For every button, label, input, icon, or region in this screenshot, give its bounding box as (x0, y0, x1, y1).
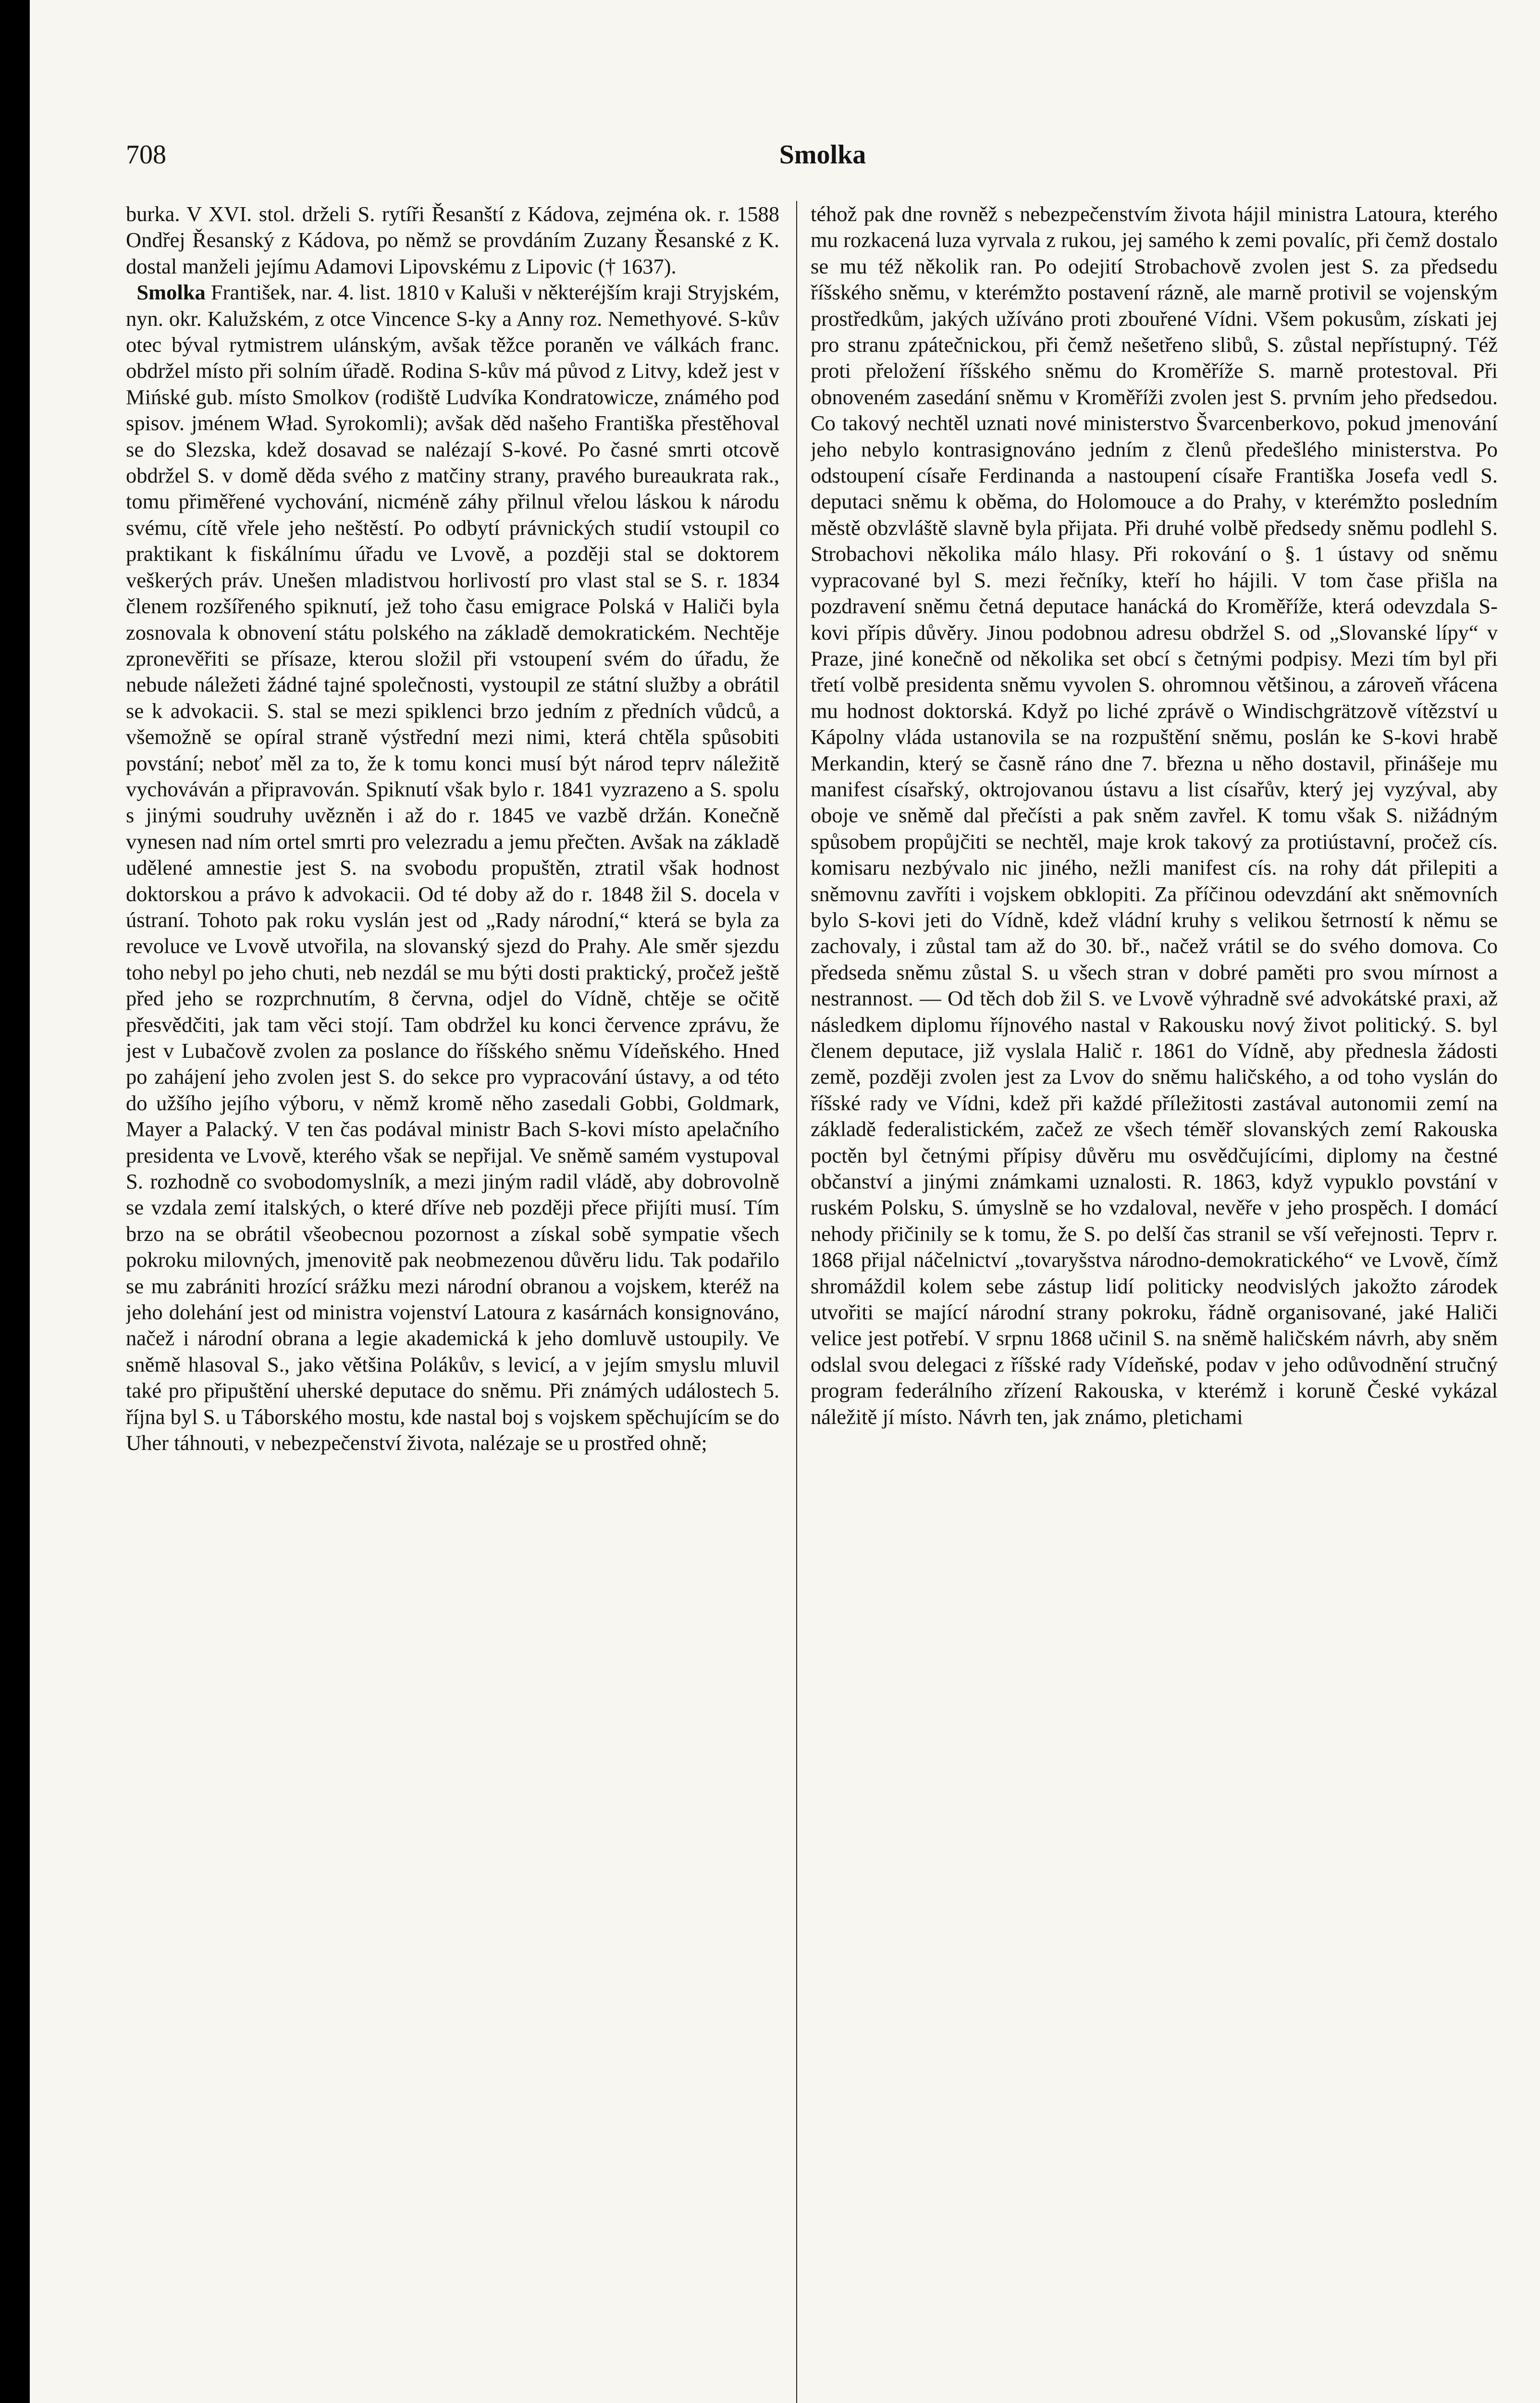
right-column (811, 201, 1498, 2403)
entry-body: František, nar. 4. list. 1810 v Kaluši v některéjším kraji Stryjském, nyn. okr. Kalužském, z otce Vincence S-ky a Anny roz. Nemethyové. S-kův otec býval rytmistrem ulánským, avšak těžce poraněn ve válkách franc. obdržel místo při solním úřadě. Rodina S-kův má původ z Litvy, kdež jest v Mińské gub. místo Smolkov (rodiště Ludvíka Kondratowicze, známého pod spisov. jménem Wład. Syrokomli); avšak děd našeho Františka přestěhoval se do Slezska, kdež dosavad se nalézají S-kové. Po časné smrti otcově obdržel S. v domě děda svého z matčiny strany, pravého bureaukrata rak., tomu přiměřené vychování, nicméně záhy přilnul vřelou láskou k národu svému, cítě vřele jeho neštěstí. Po odbytí právnických studií vstoupil co praktikant k fiskálnímu úřadu ve Lvově, a později stal se doktorem veškerých práv. Unešen mladistvou horlivostí pro vlast stal se S. r. 1834 členem rozšířeného spiknutí, jež toho času emigrace Polská v Haliči byla zosnovala k obnovení státu polského na základě demokratickém. Nechtěje zpronevěřiti se přísaze, kterou složil při vstoupení svém do úřadu, že nebude náležeti žádné tajné společnosti, vystoupil ze státní služby a obrátil se k advokacii. S. stal se mezi spiklenci brzo jedním z předních vůdců, a všemožně se opíral straně výstřední mezi nimi, která chtěla spůsobiti povstání; neboť měl za to, že k tomu konci musí být národ teprv náležitě vychováván a připravován. Spiknutí však bylo r. 1841 vyzrazeno a S. spolu s jinými soudruhy uvězněn i až do r. 1845 ve vazbě držán. Konečně vynesen nad ním ortel smrti pro velezradu a jemu přečten. Avšak na základě udělené amnestie jest S. na svobodu propuštěn, ztratil však hodnost doktorskou a právo k advokacii. Od té doby až do r. 1848 žil S. docela v ústraní. Tohoto pak roku vyslán jest od „Rady národní,“ která se byla za revoluce ve Lvově utvořila, na slovanský sjezd do Prahy. Ale směr sjezdu toho nebyl po jeho chuti, neb nezdál se mu býti dosti praktický, pročež ještě před jeho se rozprchnutím, 8 června, odjel do Vídně, chtěje se očitě přesvědčiti, jak tam věci stojí. Tam obdržel ku konci července zprávu, že jest v Lubačově zvolen za poslance do říšského sněmu Vídeňského. Hned po zahájení jeho zvolen jest S. do sekce pro vypracování ústavy, a od této do užšího jejího výboru, v němž kromě něho zasedali Gobbi, Goldmark, Mayer a Palacký. V ten čas podával ministr Bach S-kovi místo apelačního presidenta ve Lvově, kterého však se nepřijal. Ve sněmě samém vystupoval S. rozhodně co svobodomyslník, a mezi jiným radil vládě, aby dobrovolně se vzdala zemí italských, o které dříve neb později přece přijíti musí. Tím brzo na se obrátil všeobecnou pozornost a získal sobě sympatie všech pokroku milovných, jmenovitě pak neobmezenou důvěru lidu. Tak podařilo se mu zabrániti hrozící srážku mezi národní obranou a vojskem, kteréž na jeho dolehání jest od ministra vojenství Latoura z kasárnách konsignováno, načež i národní obrana a legie akademická k jeho domluvě ustoupily. Ve sněmě hlasoval S., jako většina Polákův, s levicí, a v jejím smyslu mluvil také pro připuštění uherské deputace do sněmu. Při známých událostech 5. října byl S. u Táborského mostu, kde nastal boj s vojskem spěchujícím se do Uher táhnouti, v nebezpečenství života, nalézaje se u prostřed ohně; (126, 280, 779, 1455)
book-page (30, 0, 1540, 2403)
paragraph-burka-continuation: burka. V XVI. stol. drželi S. rytíři Řesanští z Kádova, zejména ok. r. 1588 Ondřej Řesanský z Kádova, po němž se provdáním Zuzany Řesanské z K. dostal manželi jejímu Adamovi Lipovskému z Lipovic († 1637). (126, 202, 779, 278)
paragraph-continuation: téhož pak dne rovněž s nebezpečenstvím života hájil ministra Latoura, kterého mu rozkacená luza vyrvala z rukou, jej samého k zemi povalíc, při čemž dostalo se mu též několik ran. Po odejití Strobachově zvolen jest S. za předsedu říšského sněmu, v kterémžto postavení rázně, ale marně protivil se vojenským prostředkům, jakých užíváno proti zbouřené Vídni. Všem pokusům, získati jej pro stranu zpátečnickou, při čemž nešetřeno slibů, S. zůstal nepřístupný. Též proti přeložení říšského sněmu do Kroměříže S. marně protestoval. Při obnoveném zasedání sněmu v Kroměříži zvolen jest S. prvním jeho předsedou. Co takový nechtěl uznati nové ministerstvo Švarcenberkovo, pokud jmenování jeho nebylo kontrasignováno jedním z členů předešlého ministerstva. Po odstoupení císaře Ferdinanda a nastoupení císaře Františka Josefa vedl S. deputaci sněmu k oběma, do Holomouce a do Prahy, v kterémžto posledním městě obzvláště slavně byla přijata. Při druhé volbě předsedy sněmu podlehl S. Strobachovi několika málo hlasy. Při rokování o §. 1 ústavy od sněmu vypracované byl S. mezi řečníky, kteří ho hájili. V tom čase přišla na pozdravení sněmu četná deputace hanácká do Kroměříže, která odevzdala S-kovi přípis důvěry. Jinou podobnou adresu obdržel S. od „Slovanské lípy“ v Praze, jiné konečně od několika set obcí s četnými podpisy. Mezi tím byl při třetí volbě presidenta sněmu vyvolen S. ohromnou většinou, a zároveň vřácena mu hodnost doktorská. Když po liché zprávě o Windischgrätzově vítězství u Kápolny vláda ustanovila se na rozpuštění sněmu, poslán ke S-kovi hrabě Merkandin, který se časně ráno dne 7. března u něho dostavil, přinášeje mu manifest císařský, oktrojovanou ústavu a list císařův, který jej vyzýval, aby oboje ve sněmě dal přečísti a pak sněm zavřel. K tomu však S. nižádným spůsobem propůjčiti se nechtěl, maje krok takový za protiústavní, pročež cís. komisaru nezbývalo nic jiného, nežli manifest cís. na rohy dát přilepiti a sněmovnu zavříti i vojskem obklopiti. Za příčinou odevzdání akt sněmovních bylo S-kovi jeti do Vídně, kdež vládní kruhy s velikou šetrností k němu se zachovaly, i zůstal tam až do 30. bř., načež vrátil se do svého domova. Co předseda sněmu zůstal S. u všech stran v dobré paměti pro svou mírnost a nestrannost. — Od těch dob žil S. ve Lvově výhradně své advokátské praxi, až následkem diplomu říjnového nastal v Rakousku nový život politický. S. byl členem deputace, již vyslala Halič r. 1861 do Vídně, aby přednesla žádosti země, později zvolen jest za Lvov do sněmu haličského, a od toho vyslán do říšské rady ve Vídni, kdež při každé příležitosti zastával autonomii zemí na základě federalistickém, začež ze všech téměř slovanských zemí Rakouska poctěn byl četnými přípisy důvěru mu osvědčujícími, diplomy na čestné občanství a jinými známkami uznalosti. R. 1863, když vypuklo povstání v ruském Polsku, S. úmyslně se ho vzdaloval, nevěře v jeho prospěch. I domácí nehody přičinily se k tomu, že S. po delší čas stranil se vší veřejnosti. Teprv r. 1868 přijal náčelnictví „tovaryšstva národno-demokratického“ ve Lvově, čímž shromáždil kolem sebe zástup lidí politicky neodvislých jakožto zárodek utvořiti se mající národní strany pokroku, řádně organisované, jaké Haliči velice jest potřebí. V srpnu 1868 učinil S. na sněmě haličském návrh, aby sněm odslal svou delegaci z říšské rady Vídeňské, podav v jeho odůvodnění stručný program federálního zřízení Rakouska, v kterémž i koruně České vykázal náležitě jí místo. Návrh ten, jak známo, pletichami (811, 202, 1498, 1429)
page-number: 708 (126, 140, 166, 170)
column-divider (796, 201, 797, 2403)
entry-headword: Smolka (136, 280, 206, 305)
entry-smolka (126, 279, 779, 1456)
left-column (126, 201, 779, 2403)
running-head: Smolka (779, 140, 866, 170)
